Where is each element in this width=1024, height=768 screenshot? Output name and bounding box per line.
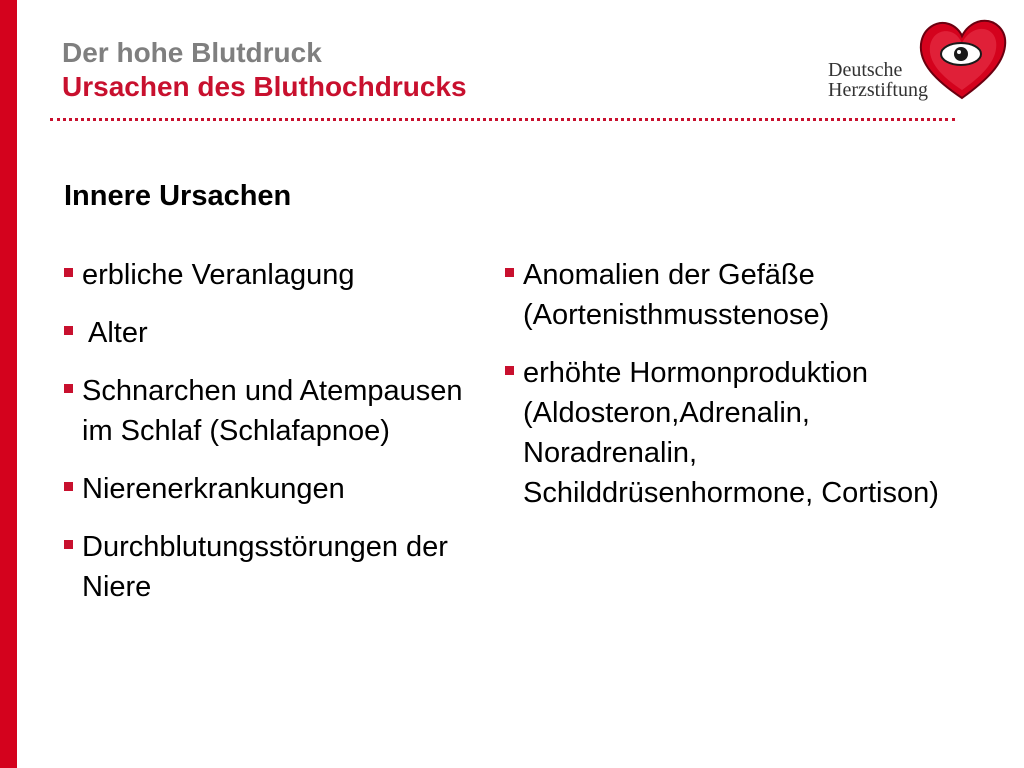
list-item-text: Alter	[88, 317, 148, 349]
slide-title	[62, 36, 467, 104]
list-item	[62, 371, 482, 451]
title-divider	[50, 118, 955, 121]
logo-text	[828, 60, 928, 100]
slide-title-line1: Der hohe Blutdruck	[62, 37, 322, 68]
list-item	[62, 255, 482, 295]
heart-eye-icon	[915, 18, 1010, 103]
bullet-square-icon	[64, 268, 73, 277]
list-item-text: Durchblutungsstörungen der Niere	[82, 531, 448, 603]
list-item-text: erbliche Veranlagung	[82, 259, 355, 291]
left-bullet-list	[62, 255, 482, 625]
slide-title-line2: Ursachen des Bluthochdrucks	[62, 71, 467, 102]
bullet-square-icon	[64, 540, 73, 549]
section-heading: Innere Ursachen	[64, 180, 292, 212]
deutsche-herzstiftung-logo	[820, 18, 1010, 108]
list-item-text: Schnarchen und Atempausen im Schlaf (Schlafapnoe)	[82, 375, 463, 447]
logo-text-line1: Deutsche	[828, 59, 903, 81]
bullet-square-icon	[64, 326, 73, 335]
list-item-text: Nierenerkrankungen	[82, 473, 345, 505]
bullet-square-icon	[64, 482, 73, 491]
list-item-text: Anomalien der Gefäße (Aortenisthmusstenose)	[523, 259, 830, 331]
bullet-square-icon	[64, 384, 73, 393]
left-accent-bar	[0, 0, 17, 768]
right-bullet-list	[503, 255, 953, 531]
list-item	[503, 353, 953, 513]
list-item	[503, 255, 953, 335]
logo-text-line2: Herzstiftung	[828, 79, 928, 101]
list-item-text: erhöhte Hormonproduktion (Aldosteron,Adrenalin, Noradrenalin, Schilddrüsenhormone, Cortison)	[523, 357, 939, 509]
list-item	[62, 527, 482, 607]
list-item	[62, 313, 482, 353]
bullet-square-icon	[505, 268, 514, 277]
bullet-square-icon	[505, 366, 514, 375]
list-item	[62, 469, 482, 509]
